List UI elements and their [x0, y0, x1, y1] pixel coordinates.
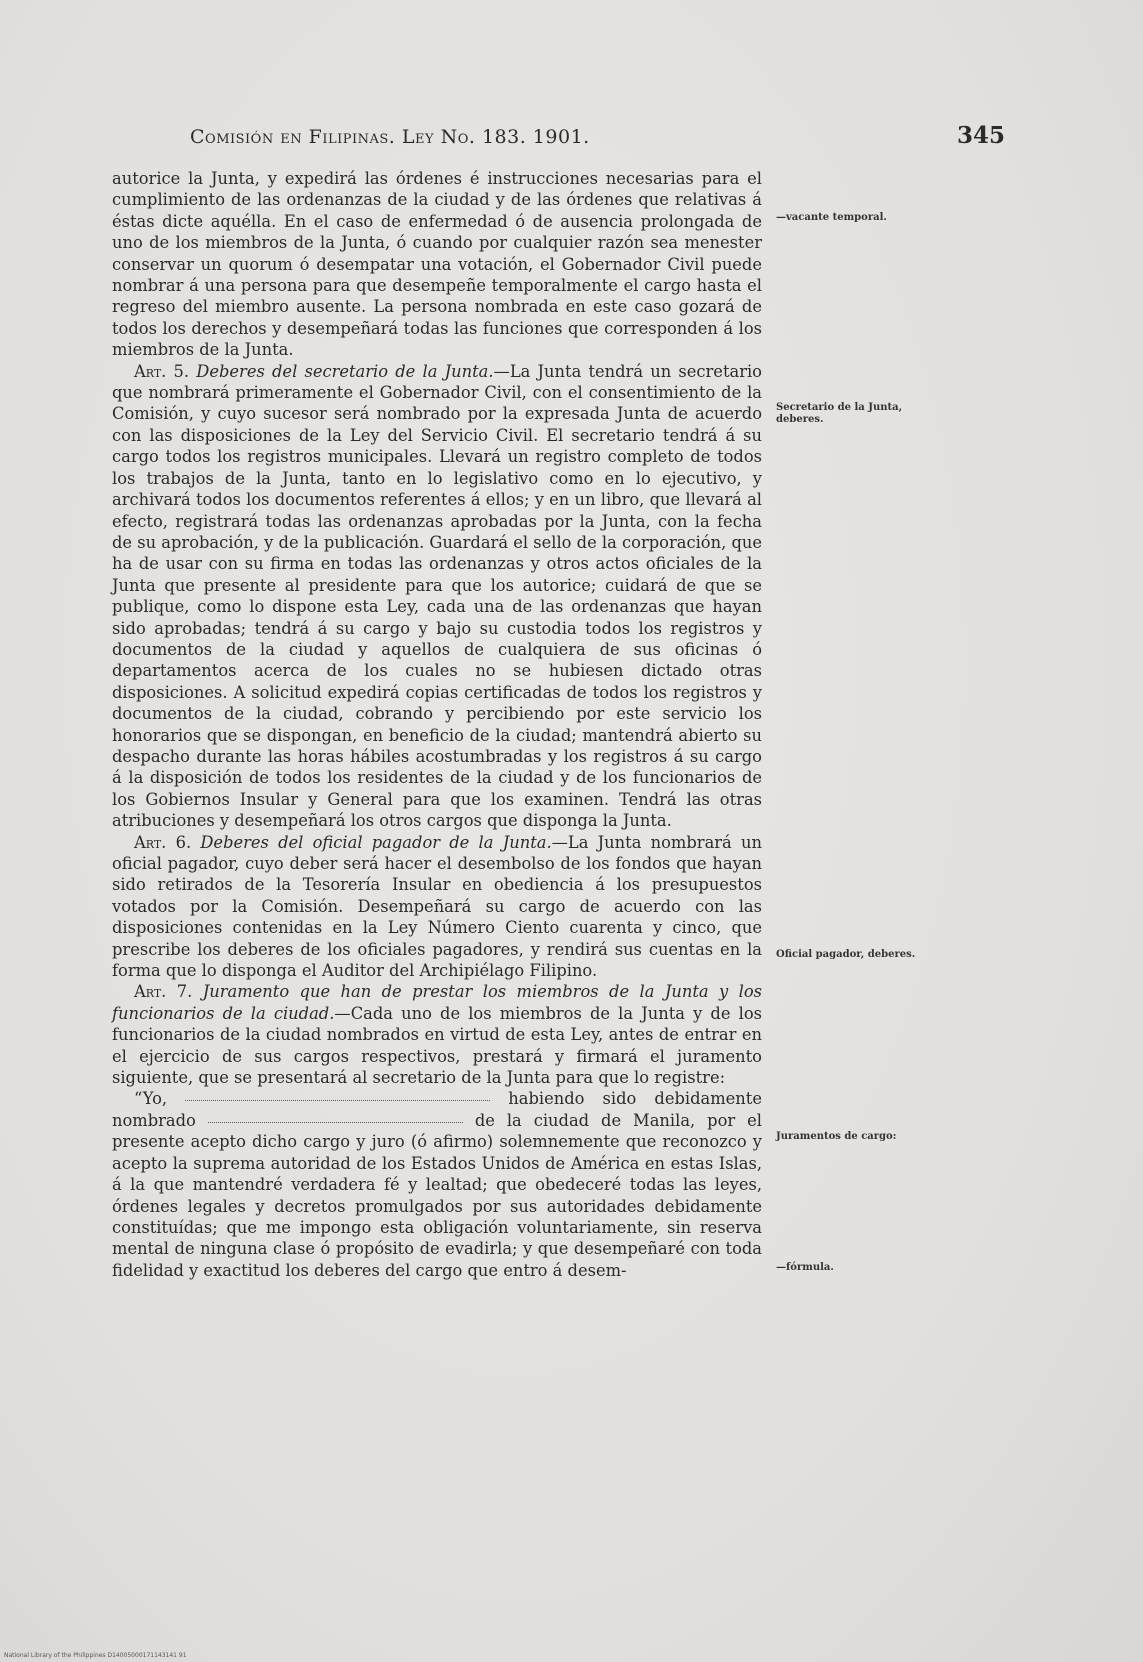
scan-footer: National Library of the Philippines D14005000171143141 91: [4, 1652, 187, 1659]
article-title: Deberes del oficial pagador de la Junta.: [200, 832, 552, 852]
margin-note-secretario: Secretario de la Junta, deberes.: [776, 402, 903, 425]
oath-formula: [112, 1088, 762, 1281]
margin-note-vacante: —vacante temporal.: [776, 212, 887, 223]
office-blank: [208, 1122, 463, 1123]
article-text: —La Junta tendrá un secretario que nombrará primeramente el Gobernador Civil, con el consentimiento de la Comisión, y cuyo sucesor será nombrado por la expresada Junta de acuerdo con las disposiciones de la Ley del Servicio Civil. El secretario tendrá á su cargo todos los registros municipales. Llevará un registro completo de todos los trabajos de la Junta, tanto en lo legislativo como en lo ejecutivo, y archivará todos los documentos referentes á ellos; y en un libro, que llevará al efecto, registrará todas las ordenanzas aprobadas por la Junta, con la fecha de su aprobación, y de la publicación. Guardará el sello de la corporación, que ha de usar con su firma en todas las ordenanzas y otros actos oficiales de la Junta que presente al presidente para que los autorice; cuidará de que se publique, como lo dispone esta Ley, cada una de las ordenanzas que hayan sido aprobadas; tendrá á su cargo y bajo su custodia todos los registros y documentos de la ciudad y aquellos de cualquiera de sus oficinas ó departamentos acerca de los cuales no se hubiesen dictado otras disposiciones. A solicitud expedirá copias certificadas de todos los registros y documentos de la ciudad, cobrando y percibiendo por este servicio los honorarios que se dispongan, en beneficio de la ciudad; mantendrá abierto su despacho durante las horas hábiles acostumbradas y los registros á su cargo á la disposición de todos los residentes de la ciudad y de los funcionarios de los Gobiernos Insular y General para que los examinen. Tendrá las otras atribuciones y desempeñará los otros cargos que disponga la Junta.: [112, 361, 762, 831]
oath-body: de la ciudad de Manila, por el presente acepto dicho cargo y juro (ó afirmo) solemnemente que reconozco y acepto la suprema autoridad de los Estados Unidos de América en estas Islas, á la que mantendré verdadera fé y lealtad; que obedeceré todas las leyes, órdenes legales y decretos promulgados por sus autoridades debidamente constituídas; que me impongo esta obligación voluntariamente, sin reserva mental de ninguna clase ó propósito de evadirla; y que desempeñaré con toda fidelidad y exactitud los deberes del cargo que entro á desem-: [112, 1110, 762, 1280]
article-number: Art. 7.: [134, 982, 193, 1002]
article-number: Art. 6.: [134, 832, 192, 852]
margin-note-pagador: Oficial pagador, deberes.: [776, 949, 916, 960]
name-blank: [185, 1100, 490, 1101]
running-title: Comisión en Filipinas. Ley No. 183. 1901.: [190, 126, 590, 148]
paragraph-continuation: autorice la Junta, y expedirá las órdenes é instrucciones necesarias para el cumplimiento de las ordenanzas de la ciudad y de las órdenes que relativas á éstas dicte aquélla. En el caso de enfermedad ó de ausencia prolongada de uno de los miembros de la Junta, ó cuando por cualquier razón sea menester conservar un quorum ó desempatar una votación, el Gobernador Civil puede nombrar á una persona para que desempeñe temporalmente el cargo hasta el regreso del miembro ausente. La persona nombrada en este caso gozará de todos los derechos y desempeñará todas las funciones que corresponden á los miembros de la Junta.: [112, 169, 762, 360]
main-text: [112, 168, 762, 1281]
oath-line1-end: habiendo sido debidamente nombrado: [112, 1089, 762, 1130]
article-text: —Cada uno de los miembros de la Junta y de los funcionarios de la ciudad nombrados en virtud de esta Ley, antes de entrar en el ejercicio de sus cargos respectivos, prestará y firmará el juramento siguiente, que se presentará al secretario de la Junta para que lo registre:: [112, 1003, 762, 1088]
article-7: [112, 981, 762, 1088]
margin-note-formula: —fórmula.: [776, 1262, 834, 1273]
article-5: [112, 361, 762, 832]
article-number: Art. 5.: [134, 361, 190, 381]
article-title: Deberes del secretario de la Junta.: [196, 361, 494, 381]
oath-start: “Yo,: [134, 1089, 168, 1109]
article-text: —La Junta nombrará un oficial pagador, cuyo deber será hacer el desembolso de los fondos que hayan sido retirados de la Tesorería Insular en obediencia á los presupuestos votados por la Comisión. Desempeñará su cargo de acuerdo con las disposiciones contenidas en la Ley Número Ciento cuarenta y cinco, que prescribe los deberes de los oficiales pagadores, y rendirá sus cuentas en la forma que lo disponga el Auditor del Archipiélago Filipino.: [112, 832, 762, 981]
page-header: [190, 122, 1005, 152]
article-6: [112, 832, 762, 982]
article-title: Juramento que han de prestar los miembros de la Junta y los funcionarios de la ciudad.: [112, 982, 762, 1023]
page-number: 345: [956, 122, 1005, 149]
margin-note-juramentos: Juramentos de cargo:: [776, 1131, 897, 1142]
